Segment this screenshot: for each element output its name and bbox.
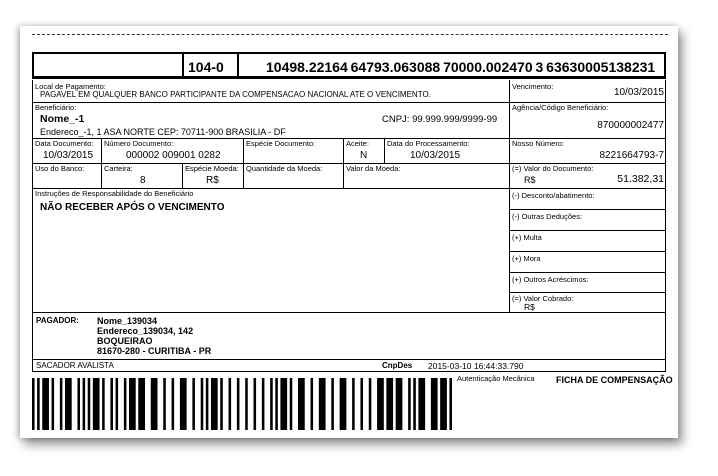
vencimento-value: 10/03/2015	[613, 87, 664, 98]
barcode-bar	[237, 378, 240, 430]
cut-line	[32, 34, 668, 35]
barcode-bar	[408, 378, 411, 430]
data-processamento-label: Data do Processamento:	[387, 139, 470, 148]
ficha-compensacao-label: FICHA DE COMPENSAÇÃO	[556, 375, 673, 385]
valor-cobrado-label: (=) Valor Cobrado:	[512, 294, 574, 303]
vencimento-label: Vencimento:	[512, 82, 554, 91]
barcode-bar	[116, 378, 119, 430]
valor-moeda-label: Valor da Moeda:	[346, 164, 401, 173]
barcode-bar	[413, 378, 416, 430]
barcode-bar	[151, 378, 158, 430]
barcode-bar	[206, 378, 209, 430]
barcode-bar	[270, 378, 273, 430]
barcode-bar	[138, 378, 145, 430]
barcode-bar	[93, 378, 100, 430]
barcode-bar	[298, 378, 305, 430]
pagador-line2: Endereco_139034, 142	[97, 326, 194, 336]
barcode-bar	[192, 378, 195, 430]
barcode-bar	[201, 378, 204, 430]
barcode-bar	[449, 378, 452, 430]
sacador-label: SACADOR AVALISTA	[36, 361, 114, 370]
barcode-bar	[65, 378, 72, 430]
barcode-bar	[229, 378, 232, 430]
barcode-bar	[245, 378, 248, 430]
barcode-bar	[352, 378, 355, 430]
autenticacao-label: Autenticação Mecânica	[457, 374, 535, 383]
valor-documento-currency: R$	[524, 175, 536, 185]
barcode-bar	[42, 378, 49, 430]
barcode-bar	[275, 378, 278, 430]
barcode	[32, 378, 452, 430]
beneficiario-name: Nome_-1	[40, 113, 85, 125]
barcode-bar	[124, 378, 127, 430]
especie-moeda-value: R$	[206, 175, 219, 186]
barcode-bar	[418, 378, 425, 430]
agencia-value: 870000002477	[597, 120, 664, 131]
data-processamento-value: 10/03/2015	[410, 150, 461, 161]
barcode-bar	[163, 378, 166, 430]
local-pagamento-value: PAGAVEL EM QUALQUER BANCO PARTICIPANTE DA COMPENSACAO NACIONAL ATE O VENCIMENTO.	[40, 90, 431, 99]
barcode-bar	[254, 378, 257, 430]
barcode-bar	[180, 378, 187, 430]
barcode-bar	[331, 378, 334, 430]
especie-documento-label: Espécie Documento:	[246, 139, 316, 148]
barcode-bar	[386, 378, 393, 430]
barcode-bar	[83, 378, 86, 430]
beneficiario-cnpj: CNPJ: 99.999.999/9999-99	[382, 114, 498, 125]
beneficiario-address: Endereco_-1, 1 ASA NORTE CEP: 70711-900 BRASILIA - DF	[40, 127, 286, 137]
aceite-label: Aceite:	[346, 139, 369, 148]
barcode-bar	[102, 378, 105, 430]
barcode-bar	[319, 378, 326, 430]
outras-deducoes-label: (-) Outras Deduções:	[512, 212, 583, 221]
barcode-bar	[77, 378, 80, 430]
data-documento-value: 10/03/2015	[43, 150, 94, 161]
nosso-numero-value: 8221664793-7	[599, 150, 664, 161]
barcode-bar	[220, 378, 223, 430]
outros-acrescimos-label: (+) Outros Acréscimos:	[512, 275, 589, 284]
carteira-value: 8	[140, 175, 146, 186]
barcode-bar	[37, 378, 40, 430]
numero-documento-label: Número Documento:	[104, 139, 174, 148]
barcode-bar	[369, 378, 372, 430]
carteira-label: Carteira:	[104, 164, 133, 173]
barcode-bar	[340, 378, 347, 430]
barcode-bar	[211, 378, 218, 430]
barcode-bar	[290, 378, 293, 430]
pagador-label: PAGADOR:	[36, 316, 79, 325]
uso-banco-label: Uso do Banco:	[35, 164, 85, 173]
barcode-bar	[129, 378, 136, 430]
aceite-value: N	[360, 150, 368, 161]
digitable-line: 10498.22164 64793.063088 70000.002470 3 63630005138231	[266, 59, 656, 75]
valor-documento-label: (=) Valor do Documento:	[512, 164, 594, 173]
barcode-bar	[431, 378, 438, 430]
nosso-numero-label: Nosso Número:	[512, 139, 565, 148]
valor-cobrado-currency: R$	[524, 302, 535, 312]
especie-moeda-label: Espécie Moeda:	[185, 164, 239, 173]
instrucoes-label: Instruções de Responsabilidade do Beneficiário	[35, 189, 194, 198]
barcode-bar	[440, 378, 447, 430]
quantidade-moeda-label: Quantidade da Moeda:	[246, 164, 323, 173]
barcode-bar	[52, 378, 55, 430]
data-documento-label: Data Documento:	[35, 139, 94, 148]
barcode-bar	[396, 378, 403, 430]
mora-label: (+) Mora	[512, 254, 541, 263]
barcode-bar	[377, 378, 384, 430]
barcode-bar	[172, 378, 175, 430]
barcode-bar	[32, 378, 35, 430]
barcode-bar	[110, 378, 113, 430]
local-pagamento-label: Local de Pagamento:	[35, 82, 106, 91]
barcode-bar	[360, 378, 363, 430]
sacador-code: CnpDes	[382, 361, 413, 370]
valor-documento-value: 51.382,31	[617, 173, 664, 185]
desconto-label: (-) Desconto/abatimento:	[512, 191, 595, 200]
multa-label: (+) Multa	[512, 233, 542, 242]
barcode-bar	[280, 378, 287, 430]
pagador-line4: 81670-280 - CURITIBA - PR	[97, 346, 212, 356]
barcode-bar	[311, 378, 314, 430]
barcode-bar	[88, 378, 91, 430]
numero-documento-value: 000002 009001 0282	[126, 150, 221, 161]
beneficiario-label: Beneficiário:	[35, 103, 77, 112]
pagador-line1: Nome_139034	[97, 316, 158, 326]
bank-code: 104-0	[188, 59, 224, 75]
agencia-label: Agência/Código Beneficiário:	[512, 103, 609, 112]
instrucoes-text: NÃO RECEBER APÓS O VENCIMENTO	[40, 202, 225, 213]
sacador-timestamp: 2015-03-10 16:44:33.790	[428, 361, 524, 371]
pagador-line3: BOQUEIRAO	[97, 336, 153, 346]
barcode-bar	[60, 378, 63, 430]
barcode-bar	[262, 378, 265, 430]
